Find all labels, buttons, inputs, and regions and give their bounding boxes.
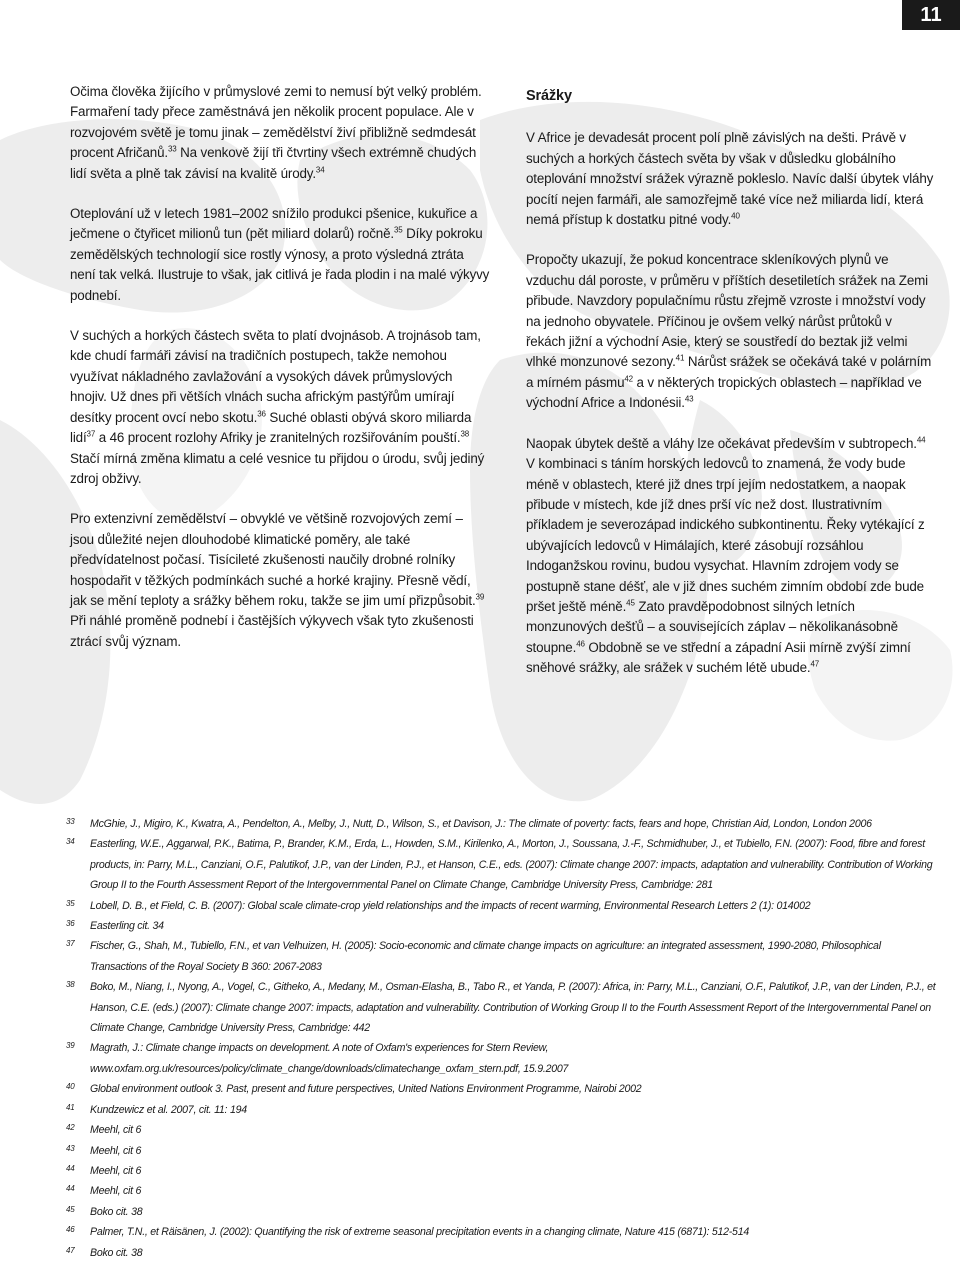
text-span: V kombinaci s táním horských ledovců to znamená, že vody bude méně v oblastech, které již dnes trpí jejím nedostatkem, a naopak přibude v místech, kde jíž dnes prší víc než dost. Ilustrativním příkladem je severozápad indického subkontinentu. Řeky vytékající z ubývajících ledovců v Himálajích, které zásobují rozsáhlou Indoganžskou rovinu, budou vysychat. Hlavním zdrojem vody se postupně stane déšť, ale v již dnes suchém zimním období zde bude pršet ještě méně.	[526, 456, 925, 614]
footnote-ref: 44	[916, 435, 926, 445]
footnote-ref: 39	[475, 592, 485, 602]
text-span: a 46 procent rozlohy Afriky je zranitelných rozšiřováním pouští.	[95, 430, 461, 446]
footnote-ref: 34	[315, 165, 325, 175]
footnote	[66, 1161, 936, 1181]
right-column	[526, 82, 934, 699]
footnote-number: 36	[66, 919, 75, 929]
footnote-number: 41	[66, 1102, 75, 1112]
text-span: V suchých a horkých částech světa to platí dvojnásob. A trojnásob tam, kde chudí farmáři závisí na tradičních postupech, takže nemohou využívat nákladného zavlažování a vysokých dávek průmyslových hnojiv. Už dnes při větších vlnách sucha africkým pastýřům umírají desítky procent ovcí nebo skotu.	[70, 328, 481, 425]
footnote-text: Fischer, G., Shah, M., Tubiello, F.N., et van Velhuizen, H. (2005): Socio-economic and climate change impacts on agriculture: an integrated assessment, 1990-2080, Philosophical Transactions of the Royal Society B 360: 2067-2083	[90, 940, 881, 973]
right-paragraph-1	[526, 128, 934, 230]
footnote	[66, 1100, 936, 1120]
footnote-number: 46	[66, 1225, 75, 1235]
footnote-number: 35	[66, 898, 75, 908]
footnote	[66, 977, 936, 1038]
text-span: Zato pravděpodobnost silných letních monzunových dešťů – a souvisejících záplav – několikanásobně stoupne.	[526, 598, 898, 655]
footnote-number: 38	[66, 980, 75, 990]
left-column	[70, 82, 490, 672]
footnote	[66, 1243, 936, 1263]
footnote-text: Easterling, W.E., Aggarwal, P.K., Batima, P., Brander, K.M., Erda, L., Howden, S.M., Kirilenko, A., Morton, J., Soussana, J.-F., Schmidhuber, J., et Tubiello, F.N. (2007): Food, fibre and forest products, in: Parry, M.L., Canziani, O.F., Palutikof, J.P., van der Linden, P.J., et Hanson, C.E., eds. (2007): Climate change 2007: impacts, adaptation and vulnerability. Contribution of Working Group II to the Fourth Assessment Report of the Intergovernmental Panel on Climate Change, Cambridge University Press, Cambridge: 281	[90, 838, 933, 892]
text-span: Naopak úbytek deště a vláhy lze očekávat především v subtropech.	[526, 435, 917, 451]
left-paragraph-4	[70, 509, 490, 652]
footnote-text: Meehl, cit 6	[90, 1124, 142, 1137]
footnote-ref: 41	[675, 354, 685, 363]
footnote-ref: 38	[460, 429, 470, 439]
footnote	[66, 896, 936, 916]
footnote-number: 39	[66, 1041, 75, 1051]
footnote	[66, 1141, 936, 1161]
footnotes	[66, 814, 936, 1263]
footnote-number: 37	[66, 939, 75, 949]
footnote-text: Kundzewicz et al. 2007, cit. 11: 194	[90, 1103, 247, 1116]
text-span: Oteplování už v letech 1981–2002 snížilo produkci pšenice, kukuřice a ječmene o čtyřicet milionů tun (pět miliard dolarů) ročně.	[70, 206, 478, 242]
text-span: Díky pokroku zemědělských technologií sice rostly výnosy, a proto výsledná ztráta není tak velká. Ilustruje to však, jak citlivá je řada plodin i na malé výkyvy podnebí.	[70, 226, 490, 303]
footnote-number: 47	[66, 1245, 75, 1255]
text-span: Propočty ukazují, že pokud koncentrace skleníkových plynů ve vzduchu dál poroste, v průměru v příštích desetiletích srážek na Zemi přibude. Navzdory populačnímu růstu zřejmě vzroste i množství vody na jednoho obyvatele. Příčinou je ovšem velký nárůst průtoků v řekách jižní a východní Asie, který se soustředí do beztak již velmi vlhké monzunové sezony.	[526, 252, 928, 370]
footnote	[66, 1120, 936, 1140]
section-heading: Srážky	[526, 88, 572, 104]
footnote-ref: 47	[810, 659, 820, 669]
footnote-text: Easterling cit. 34	[90, 920, 164, 933]
footnote-number: 42	[66, 1123, 75, 1133]
footnote-text: Lobell, D. B., et Field, C. B. (2007): Global scale climate-crop yield relationships and the impacts of recent warming, Environmental Research Letters 2 (1): 014002	[90, 899, 811, 912]
footnote	[66, 1038, 936, 1079]
footnote-text: Magrath, J.: Climate change impacts on development. A note of Oxfam's experiences for Stern Review, www.oxfam.org.uk/resources/policy/climate_change/downloads/climatechange_oxfam_stern.pdf, 15.9.2007	[90, 1042, 569, 1075]
footnote	[66, 1181, 936, 1201]
footnote	[66, 1222, 936, 1242]
footnote-text: Global environment outlook 3. Past, present and future perspectives, United Nations Environment Programme, Nairobi 2002	[90, 1083, 642, 1096]
footnote-number: 45	[66, 1204, 75, 1214]
footnote-ref: 37	[86, 429, 96, 439]
text-span: V Africe je devadesát procent polí plně závislých na dešti. Právě v suchých a horkých částech světa by však v důsledku globálního oteplování množství srážek výrazně pokleslo. Navíc další úbytek vláhy pocítí nejen farmáři, ale samozřejmě také více než miliarda lidí, která nemá přístup k dostatku pitné vody.	[526, 130, 934, 228]
left-paragraph-1	[70, 82, 490, 184]
footnote-ref: 35	[393, 225, 403, 235]
footnote-text: Boko, M., Niang, I., Nyong, A., Vogel, C., Githeko, A., Medany, M., Osman-Elasha, B., Tabo R., et Yanda, P. (2007): Africa, in: Parry, M.L., Canziani, O.F., Palutikof, J.P., van der Linden, P.J., et Hanson, C.E. (eds.) (2007): Climate change 2007: impacts, adaptation and vulnerability. Contribution of Working Group II to the Fourth Assessment Report of the Intergovernmental Panel on Climate Change, Cambridge University Press, Cambridge: 442	[90, 981, 936, 1035]
footnote-ref: 36	[257, 409, 266, 419]
text-span: Nárůst srážek se očekává také v polárním a mírném pásmu	[526, 354, 932, 390]
footnote-text: Palmer, T.N., et Räisänen, J. (2002): Quantifying the risk of extreme seasonal precipitation events in a changing climate, Nature 415 (6871): 512-514	[90, 1226, 749, 1239]
left-paragraph-3	[70, 326, 490, 489]
text-span: a v některých tropických oblastech – například ve východní Africe a Indonésii.	[526, 374, 922, 411]
footnote	[66, 1202, 936, 1222]
footnote	[66, 814, 936, 834]
footnote	[66, 1079, 936, 1099]
text-span: Při náhlé proměně podnebí i častějších výkyvech však tyto zkušenosti ztrácí svůj význam.	[70, 613, 474, 649]
footnote-number: 43	[66, 1143, 75, 1153]
text-span: Na venkově žijí tři čtvrtiny všech extrémně chudých lidí světa a plně tak závisí na kvalitě úrody.	[70, 145, 477, 181]
right-paragraph-3	[526, 434, 934, 679]
footnote-number: 33	[66, 817, 75, 826]
text-span: Pro extenzivní zemědělství – obvyklé ve většině rozvojových zemí – jsou důležité nejen dlouhodobé klimatické poměry, ale také předvídatelnost počasí. Tisícileté zkušenosti naučily drobné rolníky hospodařit v těžkých podmínkách suché a horké krajiny. Přesně vědí, jak se mění teploty a srážky během roku, takže se jim umí přizpůsobit.	[70, 511, 476, 608]
footnote	[66, 916, 936, 936]
footnote-ref: 45	[626, 598, 635, 608]
text-span: Očima člověka žijícího v průmyslové zemi to nemusí být velký problém. Farmaření tady přece zaměstnává jen několik procent populace. Ale v rozvojovém světě je tomu jinak – zemědělství živí přibližně sedmdesát procent Afričanů.	[70, 84, 482, 161]
footnote-ref: 43	[684, 394, 694, 404]
footnote	[66, 834, 936, 895]
footnote-text: Meehl, cit 6	[90, 1185, 142, 1198]
text-span: Suché oblasti obývá skoro miliarda lidí	[70, 409, 472, 446]
footnote-number: 34	[66, 837, 75, 847]
right-paragraph-2	[526, 250, 934, 413]
footnote-text: McGhie, J., Migiro, K., Kwatra, A., Pendelton, A., Melby, J., Nutt, D., Wilson, S., et Davison, J.: The climate of poverty: facts, fears and hope, Christian Aid, London, London 2006	[90, 818, 872, 830]
footnote	[66, 936, 936, 977]
footnote-number: 44	[66, 1184, 75, 1194]
footnote-text: Boko cit. 38	[90, 1205, 143, 1218]
footnote-text: Boko cit. 38	[90, 1246, 143, 1259]
footnote-number: 40	[66, 1082, 75, 1092]
footnote-text: Meehl, cit 6	[90, 1144, 142, 1157]
footnote-ref: 42	[624, 374, 633, 384]
footnote-ref: 46	[576, 639, 585, 649]
text-span: Obdobně se ve střední a západní Asii mírně zvýší zimní sněhové srážky, ale srážek v suchém létě ubude.	[526, 639, 911, 676]
footnote-ref: 40	[731, 211, 740, 221]
text-span: Stačí mírná změna klimatu a celé vesnice tu přijdou o úrodu, svůj jediný zdroj obživy.	[70, 450, 485, 486]
footnote-ref: 33	[167, 144, 177, 154]
footnote-text: Meehl, cit 6	[90, 1164, 142, 1177]
page-number: 11	[902, 0, 960, 30]
footnote-number: 44	[66, 1163, 75, 1173]
left-paragraph-2	[70, 204, 490, 306]
